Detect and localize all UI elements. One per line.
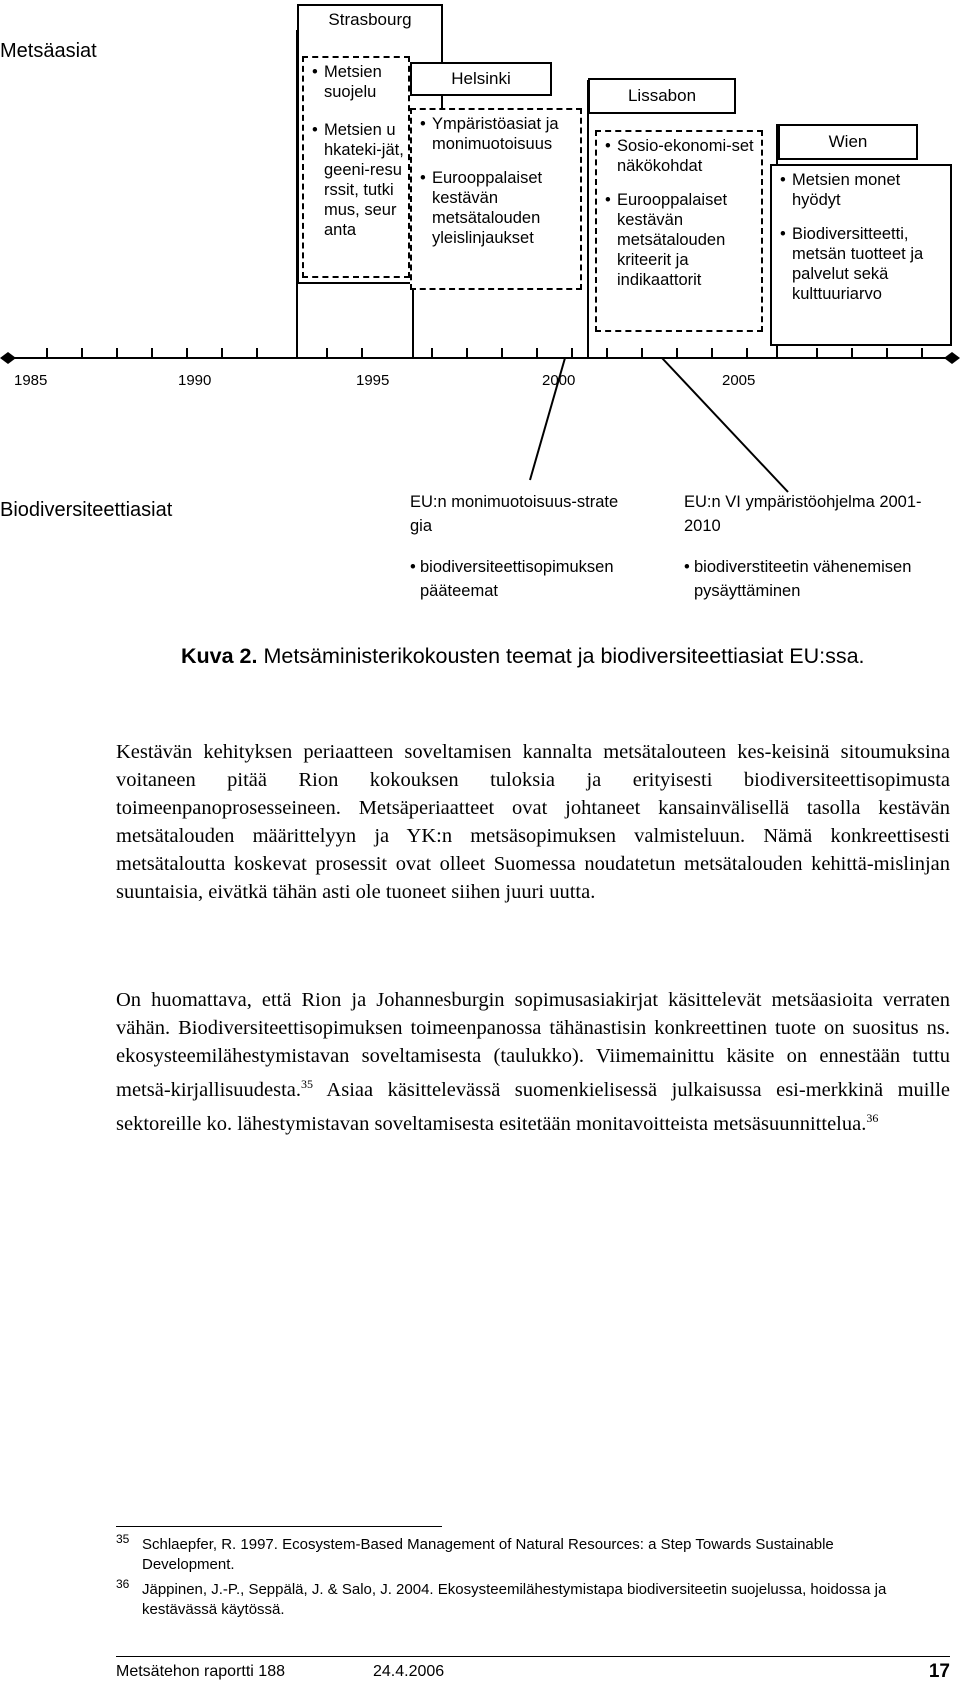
footnote-35: [116, 1532, 926, 1575]
lissabon-item-1: Sosio-ekonomi-set näkökohdat: [617, 137, 754, 175]
lissabon-title: Lissabon: [588, 78, 736, 114]
paragraph-1: Kestävän kehityksen periaatteen soveltamisen kannalta metsätalouteen kes-keisinä sitoumuksina voitaneen pitää Rion kokouksen tuloksia ja erityisesti biodiversiteettisopimusta toimeenpanoprosesseineen. Metsäperiaatteet ovat johtaneet kansainvälisellä tasolla kestävän metsätalouden määrittelyyn ja YK:n metsäsopimuksen valmisteluun. Nämä konkreettisesti metsätaloutta koskevat prosessit ovat olleet Suomessa noudatetun metsätalouden kehittä-mislinjan suuntaisia, eivätkä tähän asti ole tuoneet siihen juuri uutta.: [116, 741, 950, 903]
footnote-ref-36[interactable]: 36: [866, 1110, 879, 1125]
footer-date: 24.4.2006: [373, 1663, 445, 1680]
lissabon-topics: • Sosio-ekonomi-set näkökohdat • Eurooppalaiset kestävän metsätalouden kriteerit ja indikaattorit: [595, 130, 763, 332]
year-1995: 1995: [356, 372, 390, 389]
timeline-ticks: [47, 348, 922, 358]
wien-topics: • Metsien monet hyödyt • Biodiversitteetti, metsän tuotteet ja palvelut sekä kulttuuriarvo: [770, 164, 952, 346]
year-1985: 1985: [14, 372, 48, 389]
strasbourg-topics: • Metsien suojelu • Metsien uhkateki-jät, geeni-resurssit, tutkimus, seuranta: [302, 56, 410, 278]
year-1990: 1990: [178, 372, 212, 389]
figure-caption-label: Kuva 2.: [181, 644, 258, 668]
eu-programme-item: • biodiverstiteetin vähenemisen pysäyttäminen: [684, 558, 912, 600]
footer-divider: [116, 1656, 950, 1657]
wien-item-2: Biodiversitteetti, metsän tuotteet ja palvelut sekä kulttuuriarvo: [792, 225, 924, 303]
forest-issues-label: Metsäasiat: [0, 40, 97, 62]
footer-publication: Metsätehon raportti 188: [116, 1663, 285, 1680]
figure-caption-text: Metsäministerikokousten teemat ja biodiversiteettiasiat EU:ssa.: [263, 644, 865, 668]
footnote-divider: [116, 1526, 442, 1527]
eu-programme-title: EU:n VI ympäristöohjelma 2001-2010: [684, 493, 922, 535]
strasbourg-item-2: Metsien uhkateki-jät, geeni-resurssit, tutkimus, seuranta: [324, 121, 404, 239]
helsinki-item-1: Ympäristöasiat ja monimuotoisuus: [432, 115, 559, 153]
footnote-36-number: 36: [116, 1577, 130, 1591]
helsinki-item-2: Eurooppalaiset kestävän metsätalouden yleislinjaukset: [432, 169, 543, 247]
eu-strategy-item: • biodiversiteettisopimuksen pääteemat: [410, 558, 614, 600]
footnote-ref-35[interactable]: 35: [301, 1077, 314, 1091]
footnote-35-text: Schlaepfer, R. 1997. Ecosystem-Based Management of Natural Resources: a Step Towards Sustainable Development.: [142, 1536, 834, 1573]
page-number: 17: [928, 1661, 950, 1682]
footnote-35-number: 35: [116, 1532, 130, 1546]
biodiversity-issues-label: Biodiversiteettiasiat: [0, 499, 173, 521]
wien-item-1: Metsien monet hyödyt: [792, 171, 901, 209]
timeline-end-marker: [944, 352, 960, 364]
lissabon-item-2: Eurooppalaiset kestävän metsätalouden kriteerit ja indikaattorit: [617, 191, 728, 289]
eu-strategy-title: EU:n monimuotoisuus-strategia: [410, 493, 619, 535]
footnote-36-text: Jäppinen, J.-P., Seppälä, J. & Salo, J. 2004. Ekosysteemilähestymistapa biodiversiteetin suojelussa, hoidossa ja kestävässä käytössä.: [142, 1581, 887, 1618]
year-2000: 2000: [542, 372, 576, 389]
wien-title: Wien: [778, 124, 918, 160]
helsinki-title: Helsinki: [410, 62, 552, 96]
timeline-start-marker: [0, 352, 16, 364]
helsinki-topics: • Ympäristöasiat ja monimuotoisuus • Eurooppalaiset kestävän metsätalouden yleislinjaukset: [410, 108, 582, 290]
strasbourg-item-1: Metsien suojelu: [324, 63, 382, 101]
paragraph-2: On huomattava, että Rion ja Johannesburgin sopimusasiakirjat käsittelevät metsäasioita verraten vähän. Biodiversiteettisopimuksen toimeenpanossa tähänastisin konkreettinen tuote on suositus ns. ekosysteemilähestymistavan soveltamisesta (taulukko). Viimemainittu käsite on ennestään tuttu metsä-kirjallisuudesta.$^{35}$ Asiaa käsittelevässä suomenkielisessä julkaisussa esi-merkkinä muille sektoreille ko. lähestymistavan soveltamisesta esitetään monitavoitteista metsäsuunnittelua.$^{36}$: [116, 989, 950, 1135]
strasbourg-title: Strasbourg: [328, 10, 412, 29]
footnote-36: [116, 1577, 926, 1620]
figure-caption: [181, 642, 921, 670]
year-2005: 2005: [722, 372, 756, 389]
